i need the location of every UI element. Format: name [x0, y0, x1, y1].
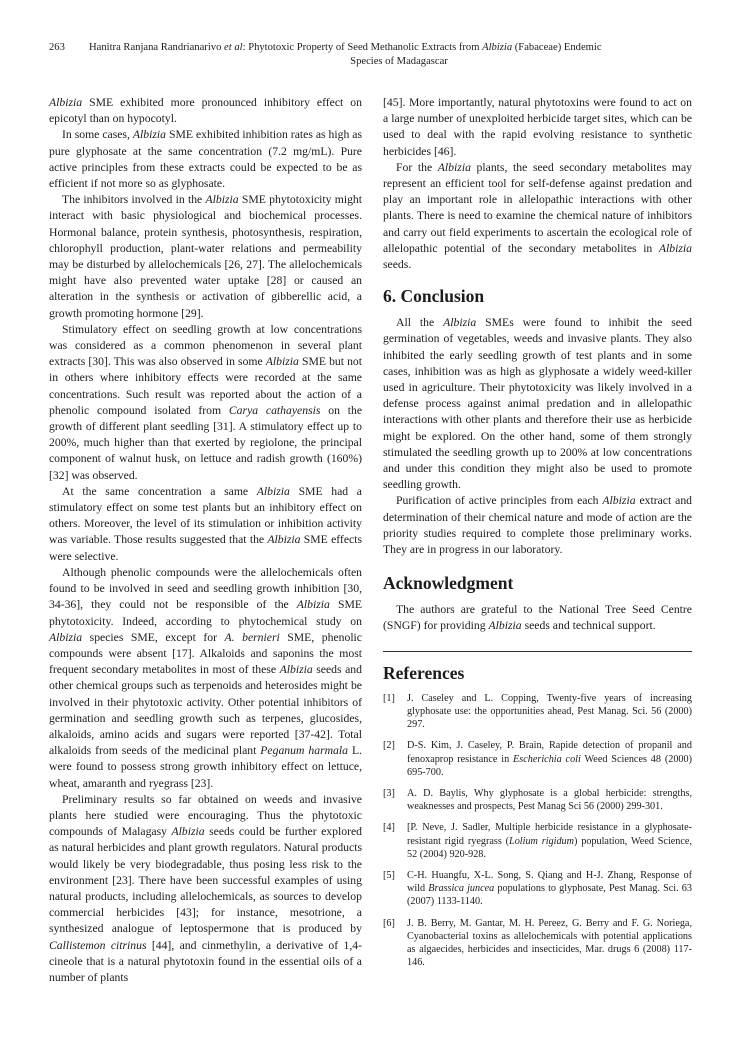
header-line-1: [89, 41, 602, 55]
header-title-genus: Albizia: [482, 42, 513, 53]
paragraph: [383, 95, 692, 160]
genus-name: Albizia: [658, 241, 692, 255]
text-run: The inhibitors involved in the: [62, 193, 206, 207]
paragraph: [49, 127, 362, 192]
reference-item: [383, 821, 692, 861]
species-name: Carya cathayensis: [228, 403, 321, 417]
text-run: seeds and other chemical groups such as terpenoids and heterosides might be involved in their phytotoxic activity. Other potential inhibitors of germination and seedling growth such as terpenes, glucosides, alkaloids, amino acids and sugars were reported [37-42]. Total alkaloids from seeds of the medicinal plant: [49, 663, 362, 758]
genus-name: Albizia: [132, 128, 166, 142]
paragraph: [49, 95, 362, 127]
text-run: D-S. Kim, J. Caseley, P. Brain, Rapide detection of propanil and fenoxaprop resistance in: [407, 740, 692, 765]
genus-name: Albizia: [602, 494, 636, 508]
text-run: All the: [396, 316, 444, 330]
section-heading-references: References: [383, 662, 465, 683]
species-name: A. bernieri: [224, 630, 280, 644]
header-title-part1: Phytotoxic Property of Seed Methanolic Extracts from: [248, 42, 480, 53]
text-run: Stimulatory effect on seedling growth at low concentrations was considered as a common phenomenon in several plant extracts [30]. This was also observed in some: [49, 322, 362, 369]
text-run: For the: [396, 160, 438, 174]
text-run: seeds and technical support.: [521, 619, 656, 633]
text-run: At the same concentration a same: [62, 484, 257, 498]
text-run: In some cases,: [62, 128, 133, 142]
text-run: SME had a stimulatory effect on some test plants but an inhibitory effect on others. Moreover, the level of its stimulation or inhibition activity was variable. Those results suggested that the: [49, 484, 362, 547]
text-run: ) population, Weed Science, 52 (2004) 920-928.: [407, 835, 692, 860]
left-column: [49, 95, 362, 986]
text-run: SME phytotoxicity. Indeed, according to phytochemical study on: [49, 598, 362, 628]
section-divider: [383, 651, 692, 652]
text-run: [44], and cinmethylin, a derivative of 1,4-cineole that is a natural phytotoxin found in the essential oils of a number of plants: [49, 938, 362, 984]
genus-name: Albizia: [267, 533, 301, 547]
right-column: [383, 95, 692, 977]
genus-name: Albizia: [256, 484, 290, 498]
reference-text: [407, 739, 692, 779]
reference-number: [6]: [383, 917, 395, 929]
genus-name: Albizia: [49, 96, 83, 109]
species-name: Peganum harmala: [260, 744, 348, 758]
genus-name: Albizia: [205, 193, 239, 207]
text-run: seeds.: [383, 258, 412, 272]
text-run: SME but not in others where inhibitory effects were recorded at the same concentrations. Such result was reported about the action of a phenolic compound isolated from: [49, 355, 362, 417]
genus-name: Albizia: [488, 619, 522, 633]
reference-item: [383, 917, 692, 970]
reference-list: [383, 692, 692, 970]
text-run: species SME, except for: [82, 630, 225, 644]
paragraph: [383, 493, 692, 558]
text-run: SME exhibited more pronounced inhibitory effect on epicotyl than on hypocotyl.: [49, 96, 362, 126]
genus-name: Albizia: [49, 630, 83, 644]
text-run: on the growth of different plant seedling [31]. A stimulatory effect up to 200%, much higher than that exerted by regiolone, the principal component of walnut husk, on lettuce and radish growth (160%) [32] was observed.: [49, 403, 363, 482]
reference-item: [383, 692, 692, 732]
species-name: Escherichia coli: [513, 753, 581, 765]
header-colon: :: [242, 42, 246, 53]
reference-number: [2]: [383, 740, 395, 752]
reference-number: [3]: [383, 787, 395, 799]
genus-name: Albizia: [443, 316, 477, 330]
paragraph: [383, 160, 692, 273]
genus-name: Albizia: [296, 598, 330, 612]
paragraph: [49, 322, 362, 484]
paragraph: [49, 792, 362, 986]
text-run: A. D. Baylis, Why glyphosate is a global herbicide: strengths, weaknesses and prospects, Pest Manag Sci 56 (2000) 299-301.: [407, 787, 692, 813]
text-run: SME phytotoxicity might interact with basic physiological and biochemical processes. Hormonal balance, protein synthesis, photosynthesis, respiration, chlorophyll production, plant-water relations and permeability may be disturbed by allelochemicals [26, 27]. The allelochemicals might have also prevented water uptake [28] or caused an alteration in the synthesis or activation of gibberellic acid, a growth promoting hormone [29].: [49, 193, 363, 320]
text-run: extract and determination of their chemical nature and mode of action are the priority studies required to complete those preliminary works. They are in progress in our laboratory.: [383, 494, 693, 557]
paragraph: [49, 192, 362, 322]
text-run: [P. Neve, J. Sadler, Multiple herbicide resistance in a glyphosate-resistant rigid ryegrass (: [407, 822, 692, 847]
text-run: J. Caseley and L. Copping, Twenty-five years of increasing glyphosate use: the opportunities ahead, Pest Manag. Sci. 56 (2000) 297.: [407, 692, 692, 731]
header-et-al: et al: [224, 42, 243, 53]
species-name: Callistemon citrinus: [49, 938, 147, 952]
reference-text: [407, 821, 692, 861]
paragraph: [383, 315, 692, 493]
species-name: Brassica juncea: [428, 883, 495, 895]
text-run: Preliminary results so far obtained on weeds and invasive plants here studied were encouraging. Thus the phytotoxic compounds of Malagasy: [49, 792, 362, 839]
text-run: Weed Sciences 48 (2000) 695-700.: [407, 753, 692, 778]
reference-item: [383, 739, 692, 779]
header-line-2: Species of Madagascar: [350, 56, 448, 67]
section-heading-conclusion: 6. Conclusion: [383, 286, 485, 307]
reference-number: [1]: [383, 692, 395, 704]
text-run: seeds could be further explored as natural herbicides and plant growth regulators. Natural products would likely be very biodegradable, thus posing less risk to the environment [23]. There have been successful examples of using natural products, including allelochemicals, as sources to develop commercial herbicides [43]; for instance, mesotrione, a synthesized analogue of leptospermone that is produced by: [49, 825, 363, 936]
reference-number: [4]: [383, 822, 395, 834]
text-run: L. were found to possess strong growth inhibitory effect on lettuce, wheat, amaranth and ryegrass [23].: [49, 744, 363, 790]
text-run: The authors are grateful to the National Tree Seed Centre (SNGF) for providing: [383, 603, 692, 633]
paragraph: [383, 602, 692, 634]
text-run: SMEs were found to inhibit the seed germination of vegetables, weeds and invasive plants. They also inhibited the early seedling growth of test plants and in some cases, inhibition was as high as glyphosate a widely weed-killer used in agriculture. Their phytotoxicity was likely involved in a defense process against animal predation and in allelopathic interactions with other plants and therefore their use as herbicide might be explored. On the other hand, some of them strongly stimulated the seedling growth up to 200% at low concentrations and under this condition they might also be used to promote seedling growth.: [383, 316, 692, 492]
text-run: [45]. More importantly, natural phytotoxins were found to act on a large number of unexploited herbicide target sites, which can be used to deal with the rapid evolving resistance to synthetic herbicides [46].: [383, 96, 692, 158]
genus-name: Albizia: [171, 825, 205, 839]
reference-text: [407, 869, 692, 909]
reference-text: [407, 787, 692, 813]
reference-item: [383, 869, 692, 909]
genus-name: Albizia: [265, 355, 299, 369]
text-run: C-H. Huangfu, X-L. Song, S. Qiang and H-J. Zhang, Response of wild: [407, 869, 692, 895]
text-run: populations to glyphosate, Pest Manag. Sci. 63 (2007) 1133-1140.: [407, 883, 692, 908]
section-heading-acknowledgment: Acknowledgment: [383, 573, 514, 594]
text-run: J. B. Berry, M. Gantar, M. H. Pereez, G. Berry and F. G. Noriega, Cyanobacterial toxins as allelochemicals with potential applications as algaecides, herbicides and insecticides, Mar. drugs 6 (2008) 117-146.: [407, 917, 692, 969]
text-run: SME exhibited inhibition rates as high as pure glyphosate at the same concentration (7.2 mg/mL). Pure active principles from these extracts could be expected to be as efficient if not more so as glyphosate.: [49, 128, 362, 191]
reference-item: [383, 787, 692, 813]
text-run: Purification of active principles from each: [396, 494, 603, 508]
paragraph: [49, 565, 362, 792]
header-title-part2: (Fabaceae) Endemic: [514, 42, 602, 53]
genus-name: Albizia: [437, 160, 471, 174]
header-authors: Hanitra Ranjana Randrianarivo: [89, 42, 222, 53]
reference-text: [407, 917, 692, 970]
text-run: Although phenolic compounds were the allelochemicals often found to be involved in seed and seedling growth inhibition [30, 34-36], they could not be responsible of the: [49, 565, 362, 612]
paragraph: [49, 484, 362, 565]
genus-name: Albizia: [279, 663, 313, 677]
text-run: SME, phenolic compounds were absent [17]. Alkaloids and saponins the most frequent secondary metabolites in most of these: [49, 630, 362, 677]
text-run: plants, the seed secondary metabolites may represent an efficient tool for self-defense against predation and play an important role in allelopathic interactions with other plants. There is need to examine the chemical nature of inhibitors and carry out field experiments to ascertain the ecological role of allelopathic potential of the secondary metabolites in: [383, 160, 693, 255]
reference-text: [407, 692, 692, 732]
reference-number: [5]: [383, 869, 395, 881]
species-name: Lolium rigidum: [509, 835, 574, 847]
page-number: 263: [49, 42, 65, 53]
text-run: SME effects were selective.: [49, 533, 362, 563]
